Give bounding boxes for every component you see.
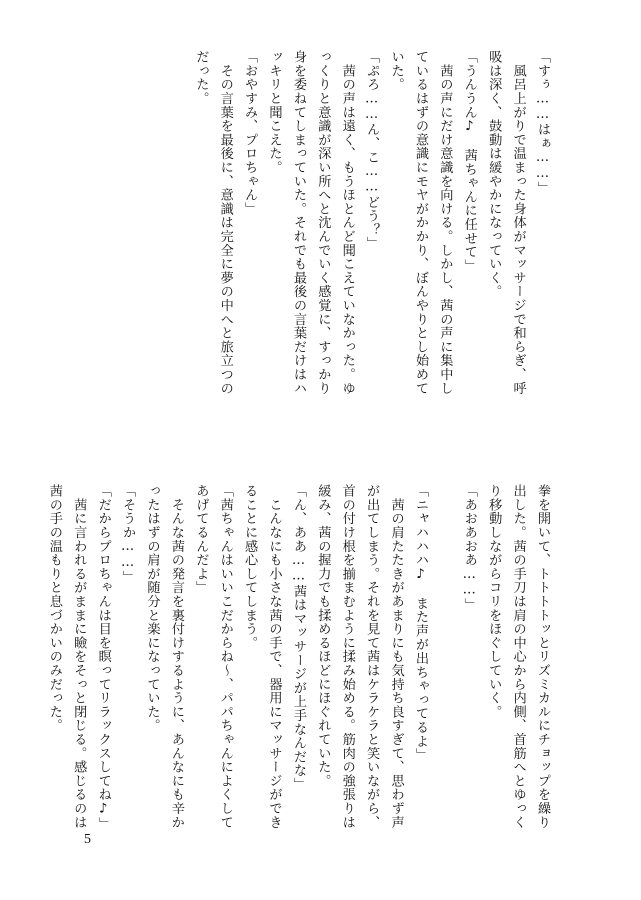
text-column: ったはずの肩が随分と楽になっていた。 (144, 484, 160, 733)
text-column: その言葉を最後に、意識は完全に夢の中へと旅立つの (217, 50, 233, 395)
text-column: いた。 (388, 50, 404, 92)
text-column: 「うんうん♪ 茜ちゃんに任せて」 (461, 50, 477, 273)
page-number: 5 (84, 832, 91, 847)
text-column: 「すぅ……はぁ……」 (535, 50, 550, 196)
text-column: 茜の手の温もりと息づかいのみだった。 (46, 484, 62, 733)
text-block-bottom (41, 484, 554, 831)
text-column: だった。 (193, 50, 209, 106)
text-column: 「あおあおあ……」 (461, 484, 477, 612)
text-column: 「ニャハハハ♪ また声が出ちゃってるよ」 (412, 484, 428, 762)
text-column: 「おやすみ、プロちゃん」 (242, 50, 258, 216)
text-block-top (188, 50, 554, 470)
text-column (432, 484, 456, 814)
text-column: 茜に言われるがままに瞼をそっと閉じる。感じるのは (71, 484, 87, 829)
text-column: ているはずの意識にモヤがかかり、ぼんやりとし始めて (412, 50, 428, 395)
text-column: 拳を開いて、トトトトッとリズミカルにチョップを繰り (535, 484, 550, 829)
text-column: 緩み、茜の握力でも揉めるほどにほぐれていた。 (315, 484, 331, 788)
text-column: っくりと意識が深い所へと沈んでいく感覚に、すっかり (315, 50, 331, 395)
text-column: 「だからプロちゃんは目を瞑ってリラックスしてね♪」 (95, 484, 111, 831)
text-column: あげてるんだよ」 (193, 484, 209, 595)
text-column: 出した。茜の手刀は肩の中心から内側、首筋へとゆっく (510, 484, 526, 829)
text-column: 吸は深く、鼓動は緩やかになっていく。 (486, 50, 502, 299)
text-column: り移動しながらコリをほぐしていく。 (486, 484, 502, 719)
text-column: ッキリと聞こえた。 (266, 50, 282, 175)
text-column: 「そうか……」 (120, 484, 136, 585)
text-column: ることに感心してしまう。 (242, 484, 258, 650)
text-column: 「ぷろ……ん、こ……どう？」 (364, 50, 380, 251)
text-column: こんなにも小さな茜の手で、器用にマッサージができ (266, 484, 282, 829)
text-column: 茜の声は遠く、もうほとんど聞こえていなかった。ゆ (339, 50, 355, 395)
text-column: 茜の声にだけ意識を向ける。しかし、茜の声に集中し (437, 50, 453, 395)
text-column: そんな茜の発言を裏付けするように、あんなにも辛か (168, 484, 184, 829)
text-column: 風呂上がりで温まった身体がマッサージで和らぎ、呼 (510, 50, 526, 395)
text-column: 「ん、ああ……茜はマッサージが上手なんだな」 (290, 484, 306, 792)
text-column: 身を委ねてしまっていた。それでも最後の言葉だけはハ (290, 50, 306, 395)
text-column: が出てしまう。それを見て茜はケラケラと笑いながら、 (364, 484, 380, 829)
text-column: 首の付け根を揃まむように揉み始める。筋肉の強張りは (339, 484, 355, 829)
text-column: 「茜ちゃんはいいこだからね～、パパちゃんによくして (217, 484, 233, 829)
text-column: 茜の肩たたきがあまりにも気持ち良すぎて、思わず声 (388, 484, 404, 829)
